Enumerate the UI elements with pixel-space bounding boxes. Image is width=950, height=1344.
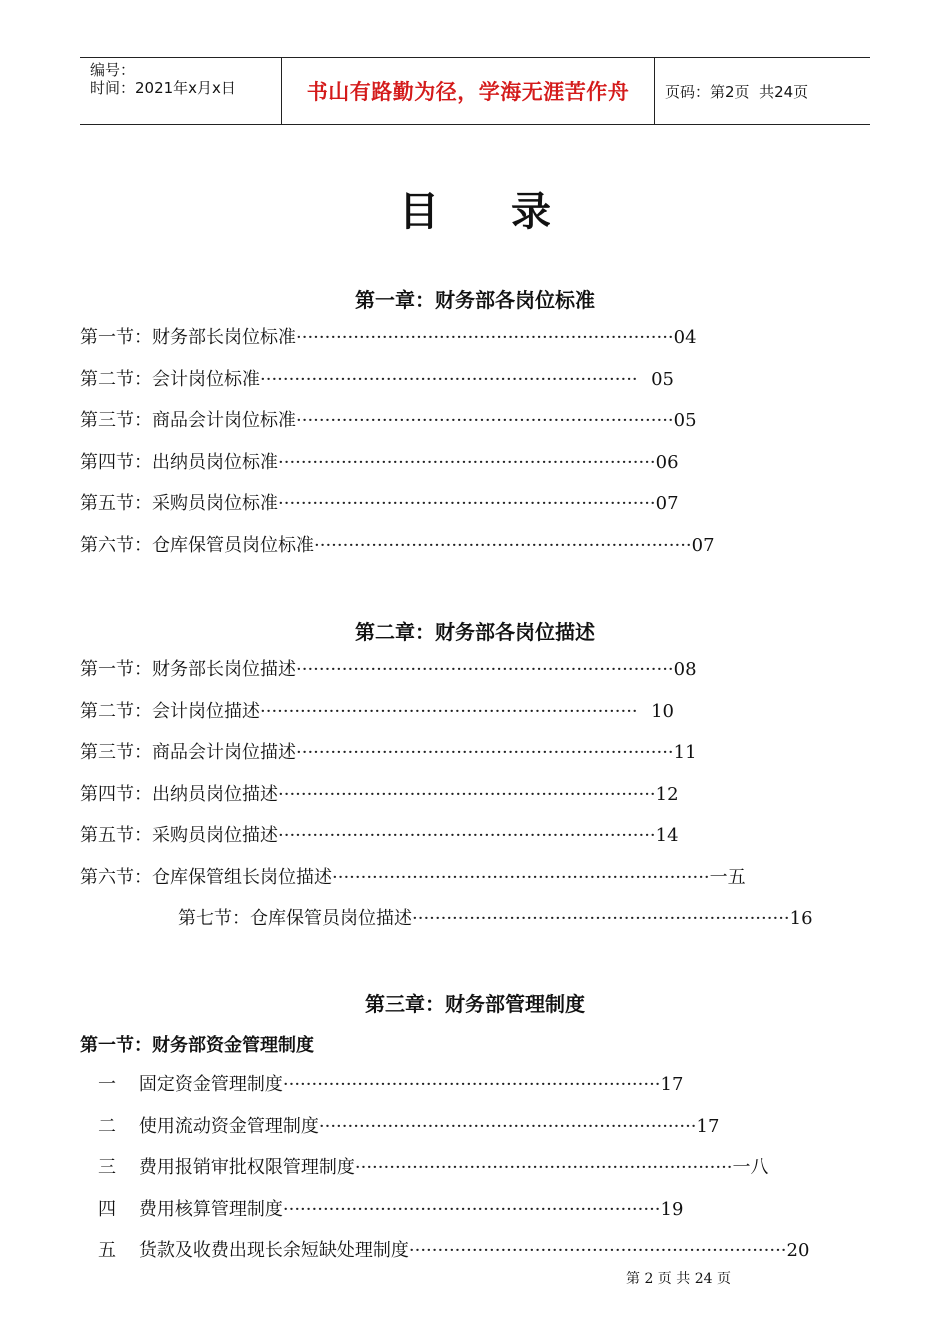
toc-entry-label: 第五节：采购员岗位标准 — [80, 493, 278, 514]
toc-entry-page: 17 — [696, 1116, 720, 1137]
toc-leader-dots: ·································································· — [332, 867, 710, 888]
toc-entry-label: 第三节：商品会计岗位描述 — [80, 742, 296, 763]
toc-leader-dots: ·································································· — [412, 908, 790, 929]
toc-entry-label: 二 使用流动资金管理制度 — [98, 1116, 319, 1137]
toc-entry-label: 第四节：出纳员岗位描述 — [80, 784, 278, 805]
toc-leader-dots: ·································································· — [282, 1199, 661, 1220]
toc-entry[interactable] — [98, 1237, 810, 1265]
header-page-info: 页码：第2页 共24页 — [665, 82, 809, 101]
toc-leader-dots: ·································································· — [278, 784, 656, 805]
toc-entry-label: 第五节：采购员岗位描述 — [80, 825, 278, 846]
page-title — [0, 180, 950, 237]
toc-entry[interactable] — [98, 1071, 684, 1099]
toc-entry-label: 第六节：仓库保管组长岗位描述 — [80, 867, 332, 888]
toc-entry[interactable] — [80, 324, 697, 352]
toc-leader-dots: ·································································· — [278, 493, 656, 514]
toc-leader-dots: ·································································· — [314, 535, 692, 556]
toc-entry[interactable] — [80, 781, 679, 809]
toc-entry-label: 第一节：财务部长岗位描述 — [80, 659, 296, 680]
page-footer: 第 2 页 共 24 页 — [626, 1271, 731, 1287]
title-char-2: 录 — [511, 189, 551, 235]
toc-leader-dots: ·································································· — [278, 825, 656, 846]
toc-entry-page: 20 — [786, 1240, 810, 1261]
toc-entry-label: 三 费用报销审批权限管理制度 — [98, 1157, 355, 1178]
toc-leader-dots: ·································································· — [408, 1240, 787, 1261]
toc-entry[interactable] — [98, 1196, 684, 1224]
toc-entry-page: 06 — [655, 452, 679, 473]
toc-entry-page: 05 — [673, 410, 697, 431]
toc-entry-page: 05 — [651, 369, 674, 390]
toc-entry[interactable] — [80, 532, 715, 560]
document-number-label: 编号： — [90, 61, 136, 79]
toc-leader-dots: ·································································· — [260, 701, 638, 722]
toc-entry-page: 04 — [673, 327, 697, 348]
toc-leader-dots: ·································································· — [296, 327, 674, 348]
toc-entry-page: 16 — [789, 908, 813, 929]
toc-entry[interactable] — [80, 366, 674, 394]
toc-entry-page: 07 — [655, 493, 679, 514]
toc-entry[interactable] — [80, 864, 746, 892]
toc-entry-page: 14 — [655, 825, 679, 846]
toc-leader-dots: ·································································· — [354, 1157, 733, 1178]
header-motto: 书山有路勤为径，学海无涯苦作舟 — [281, 58, 655, 124]
toc-leader-dots: ·································································· — [296, 659, 674, 680]
chapter-3-heading: 第三章：财务部管理制度 — [365, 992, 585, 1016]
toc-entry-label: 五 货款及收费出现长余短缺处理制度 — [98, 1240, 409, 1261]
toc-entry[interactable] — [98, 1154, 769, 1182]
title-char-1: 目 — [399, 189, 439, 235]
toc-leader-dots: ·································································· — [296, 742, 674, 763]
toc-leader-dots: ·································································· — [318, 1116, 697, 1137]
toc-entry-label: 一 固定资金管理制度 — [98, 1074, 283, 1095]
toc-entry-label: 第四节：出纳员岗位标准 — [80, 452, 278, 473]
toc-entry-label: 第六节：仓库保管员岗位标准 — [80, 535, 314, 556]
toc-entry-page: 17 — [660, 1074, 684, 1095]
toc-leader-dots: ·································································· — [296, 410, 674, 431]
toc-entry-label: 第一节：财务部长岗位标准 — [80, 327, 296, 348]
toc-entry-label: 第三节：商品会计岗位标准 — [80, 410, 296, 431]
toc-entry[interactable] — [178, 905, 813, 933]
header-left — [80, 58, 281, 124]
toc-entry-label: 四 费用核算管理制度 — [98, 1199, 283, 1220]
toc-entry[interactable] — [80, 407, 697, 435]
document-time: 时间：2021年x月x日 — [90, 79, 236, 97]
toc-leader-dots: ·································································· — [260, 369, 638, 390]
section-heading: 第一节：财务部资金管理制度 — [80, 1035, 314, 1056]
chapter-1-heading: 第一章：财务部各岗位标准 — [355, 288, 595, 312]
toc-leader-dots: ·································································· — [282, 1074, 661, 1095]
toc-entry-page: 10 — [651, 701, 674, 722]
toc-entry-label: 第二节：会计岗位标准 — [80, 369, 260, 390]
chapter-2-heading: 第二章：财务部各岗位描述 — [355, 620, 595, 644]
toc-entry-label: 第二节：会计岗位描述 — [80, 701, 260, 722]
toc-entry[interactable] — [80, 822, 679, 850]
toc-entry-page: 一五 — [709, 867, 746, 888]
toc-entry[interactable] — [80, 490, 679, 518]
toc-entry-page: 12 — [655, 784, 679, 805]
toc-entry[interactable] — [98, 1113, 720, 1141]
toc-entry[interactable] — [80, 656, 697, 684]
toc-entry-page: 07 — [691, 535, 715, 556]
toc-entry-label: 第七节：仓库保管员岗位描述 — [178, 908, 412, 929]
page-header — [80, 57, 870, 125]
toc-entry-page: 08 — [673, 659, 697, 680]
toc-entry-page: 一八 — [732, 1157, 769, 1178]
toc-entry[interactable] — [80, 698, 674, 726]
toc-entry[interactable] — [80, 449, 679, 477]
toc-entry-page: 11 — [673, 742, 697, 763]
toc-entry-page: 19 — [660, 1199, 684, 1220]
toc-entry[interactable] — [80, 739, 697, 767]
toc-leader-dots: ·································································· — [278, 452, 656, 473]
